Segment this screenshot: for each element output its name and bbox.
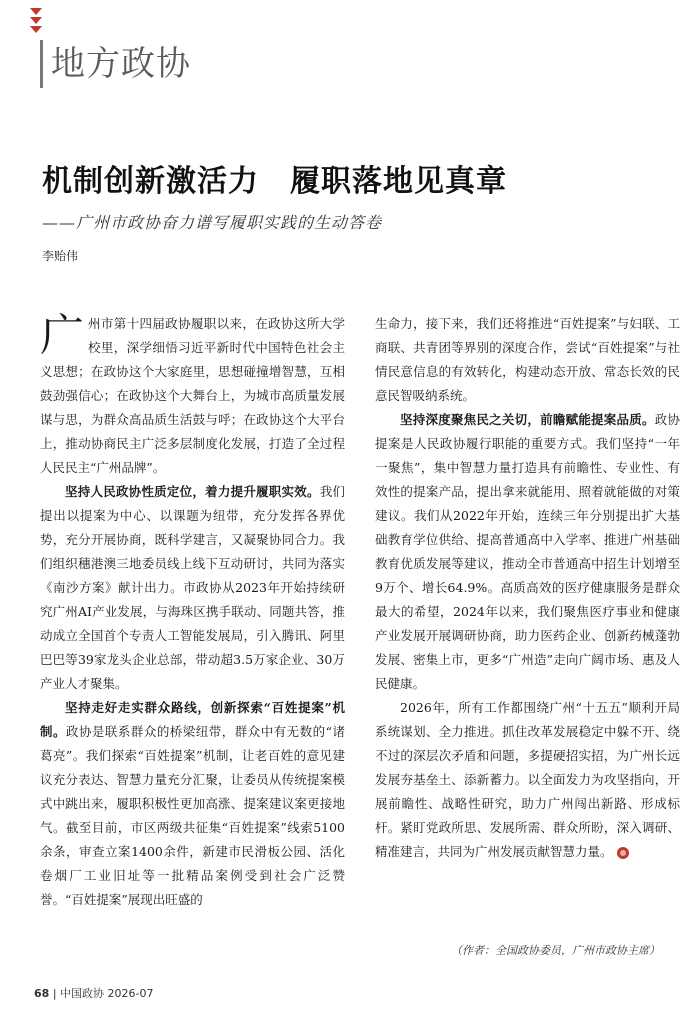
page-number: 68 [34, 987, 50, 1000]
publication-name: 中国政协 2026-07 [60, 987, 154, 1000]
end-mark-icon [617, 847, 629, 859]
article-column-right [375, 312, 680, 864]
paragraph-text: 政协提案是人民政协履行职能的重要方式。我们坚持“一年一聚焦”，集中智慧力量打造具有前瞻性、专业性、有效性的提案产品，提出拿来就能用、照着就能做的对策建议。我们从2022年开始，连续三年分别提出扩大基础教育学位供给、提高普通高中入学率、推进广州基础教育优质发展等建议，推动全市普通高中招生计划增至9万个、增长64.9%。高质高效的医疗健康服务是群众最大的希望，2024年以来，我们聚焦医疗事业和健康产业发展开展调研协商，助力医药企业、创新药械蓬勃发展、密集上市，更多“广州造”走向广阔市场、惠及人民健康。 [375, 412, 680, 691]
paragraph-text: 政协是联系群众的桥梁纽带，群众中有无数的“诸葛亮”。我们探索“百姓提案”机制，让老百姓的意见建议充分表达、智慧力量充分汇聚，让委员从传统提案模式中跳出来，履职积极性更加高涨、提案建议案更接地气。截至目前，市区两级共征集“百姓提案”线索5100余条，审查立案1400余件，新建市民滑板公园、活化卷烟厂工业旧址等一批精品案例受到社会广泛赞誉。“百姓提案”展现出旺盛的 [40, 724, 345, 907]
triangle-marker-icon [30, 17, 42, 24]
paragraph [40, 696, 345, 912]
article-headline: 机制创新激活力 履职落地见真章 [42, 164, 507, 199]
paragraph [375, 312, 680, 408]
paragraph-lead: 坚持深度聚焦民之关切，前瞻赋能提案品质。 [400, 412, 655, 427]
triangle-marker-icon [30, 8, 42, 15]
triangle-marker-icon [30, 26, 42, 33]
paragraph-text: 生命力，接下来，我们还将推进“百姓提案”与妇联、工商联、共青团等界别的深度合作，尝试“百姓提案”与社情民意信息的有效转化，构建动态开放、常态长效的民意民智吸纳系统。 [375, 316, 680, 403]
paragraph-text: 州市第十四届政协履职以来，在政协这所大学校里，深学细悟习近平新时代中国特色社会主义思想；在政协这个大家庭里，思想碰撞增智慧，互相鼓劲强信心；在政协这个大舞台上，为城市高质量发展谋与思，为群众高品质生活鼓与呼；在政协这个大平台上，推动协商民主广泛多层制度化发展，打造了全过程人民民主“广州品牌”。 [40, 316, 345, 475]
paragraph-text: 2026年，所有工作都围绕广州“十五五”顺利开局系统谋划、全力推进。抓住改革发展稳定中躲不开、绕不过的深层次矛盾和问题，多提硬招实招，为广州长远发展夯基垒土、添新蓄力。以全面发力为攻坚指向，开展前瞻性、战略性研究，助力广州闯出新路、形成标杆。紧盯党政所思、发展所需、群众所盼，深入调研、精准建言，共同为广州发展贡献智慧力量。 [375, 700, 680, 859]
paragraph-lead: 坚持走好走实群众路线，创新探索“百姓提案”机制。 [40, 700, 345, 739]
paragraph [40, 312, 345, 480]
page-footer [34, 985, 154, 1001]
article-subtitle: ——广州市政协奋力谱写履职实践的生动答卷 [42, 213, 383, 232]
section-title: 地方政协 [40, 40, 191, 88]
paragraph [375, 408, 680, 696]
paragraph-text: 我们提出以提案为中心、以课题为纽带，充分发挥各界优势，充分开展协商，既科学建言，又凝聚协同合力。我们组织穗港澳三地委员线上线下互动研讨，共同为落实《南沙方案》献计出力。市政协从2023年开始持续研究广州AI产业发展，与海珠区携手联动、同题共答，推动成立全国首个专责人工智能发展局，引入腾讯、阿里巴巴等39家龙头企业总部，带动超3.5万家企业、30万产业人才聚集。 [40, 484, 345, 691]
article-column-left [40, 312, 345, 912]
paragraph [375, 696, 680, 864]
paragraph [40, 480, 345, 696]
footer-divider: | [52, 987, 57, 1000]
section-marker [30, 8, 42, 35]
drop-cap: 广 [40, 310, 84, 361]
author-note: （作者：全国政协委员，广州市政协主席） [451, 944, 660, 957]
article-author: 李贻伟 [42, 249, 79, 263]
paragraph-lead: 坚持人民政协性质定位，着力提升履职实效。 [65, 484, 320, 499]
